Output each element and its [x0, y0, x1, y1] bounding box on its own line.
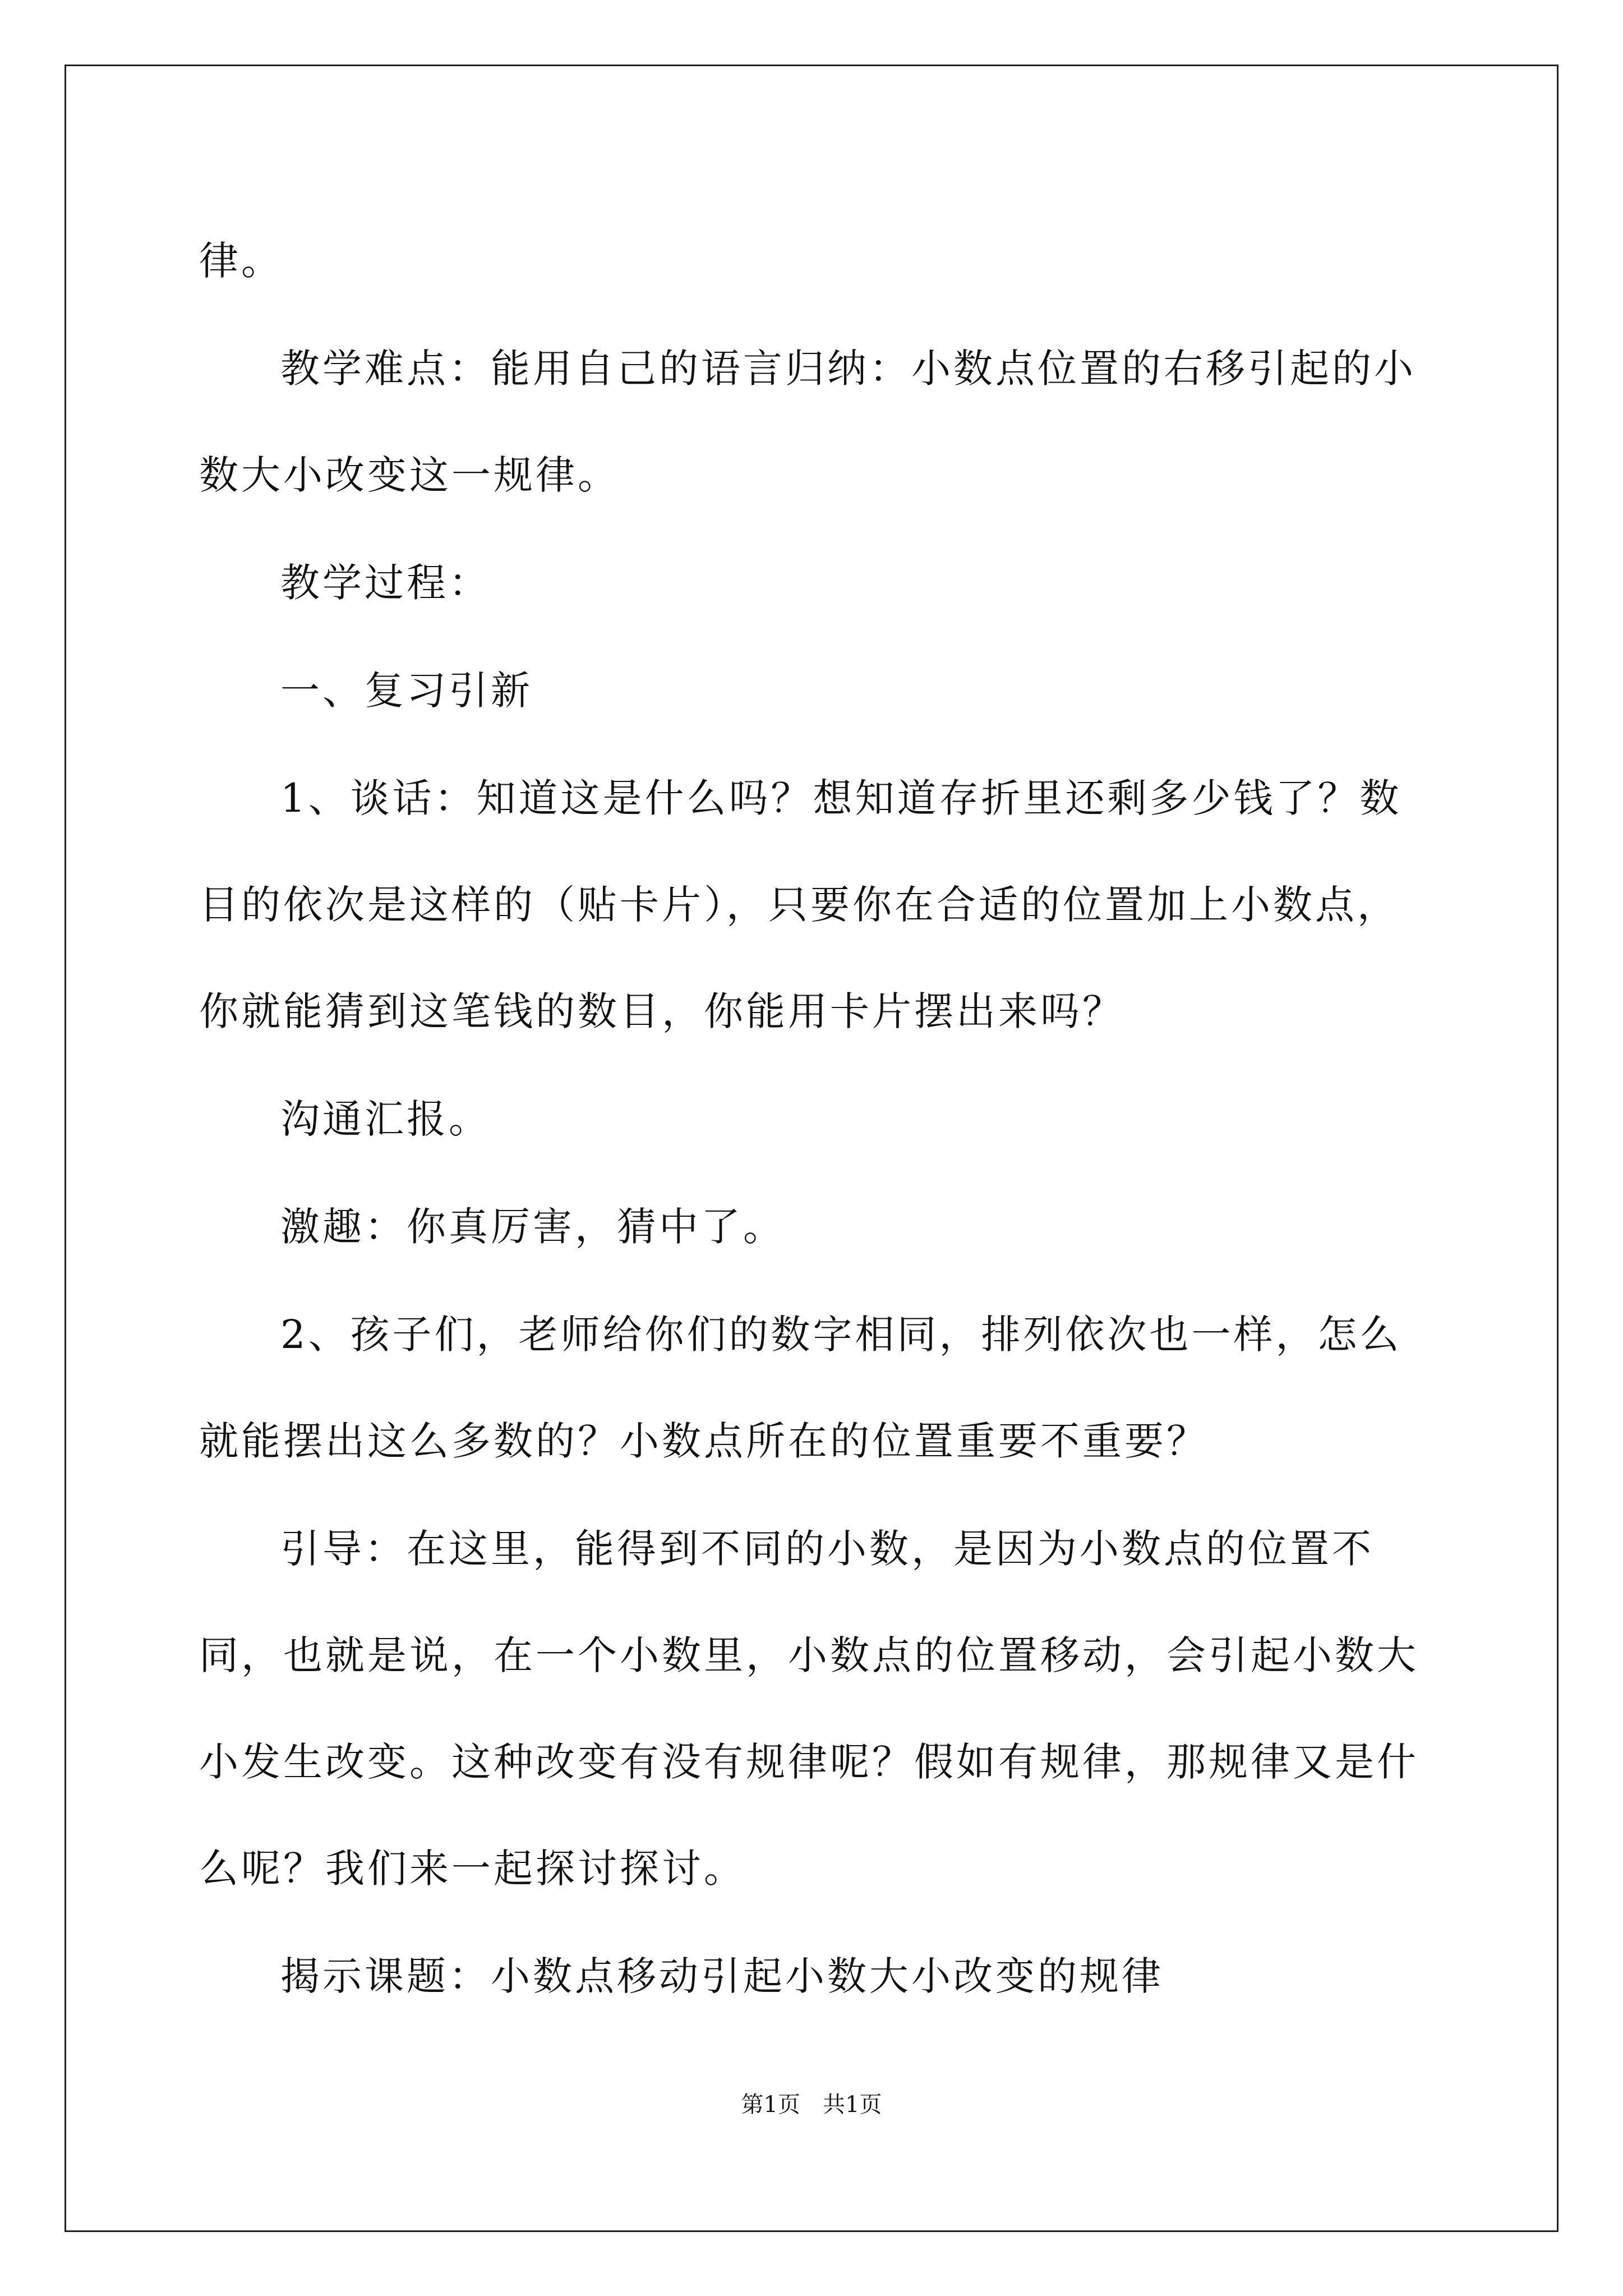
paragraph-encourage: 激趣：你真厉害，猜中了。 — [280, 1204, 785, 1250]
paragraph-teaching-difficulty: 教学难点：能用自己的语言归纳：小数点位置的右移引起的小数大小改变这一规律。 — [199, 346, 1416, 498]
page-footer: 第1页 共1页 — [741, 2092, 882, 2118]
paragraph-section-review: 一、复习引新 — [280, 668, 533, 714]
paragraph-continuation: 律。 — [199, 238, 283, 284]
document-body — [199, 208, 1427, 2031]
paragraph-item-2: 2、孩子们，老师给你们的数字相同，排列依次也一样，怎么就能摆出这么多数的？小数点所在的位置重要不重要？ — [199, 1312, 1402, 1464]
paragraph-teaching-process-heading: 教学过程： — [280, 560, 491, 606]
paragraph-item-1: 1、谈话：知道这是什么吗？想知道存折里还剩多少钱了？数目的依次是这样的（贴卡片），只要你在合适的位置加上小数点，你就能猜到这笔钱的数目，你能用卡片摆出来吗？ — [199, 775, 1402, 1034]
paragraph-topic: 揭示课题：小数点移动引起小数大小改变的规律 — [280, 1953, 1164, 1999]
paragraph-guide: 引导：在这里，能得到不同的小数，是因为小数点的位置不同，也就是说，在一个小数里，小数点的位置移动，会引起小数大小发生改变。这种改变有没有规律呢？假如有规律，那规律又是什么呢？我们来一起探讨探讨。 — [199, 1526, 1419, 1892]
paragraph-report: 沟通汇报。 — [280, 1096, 491, 1142]
